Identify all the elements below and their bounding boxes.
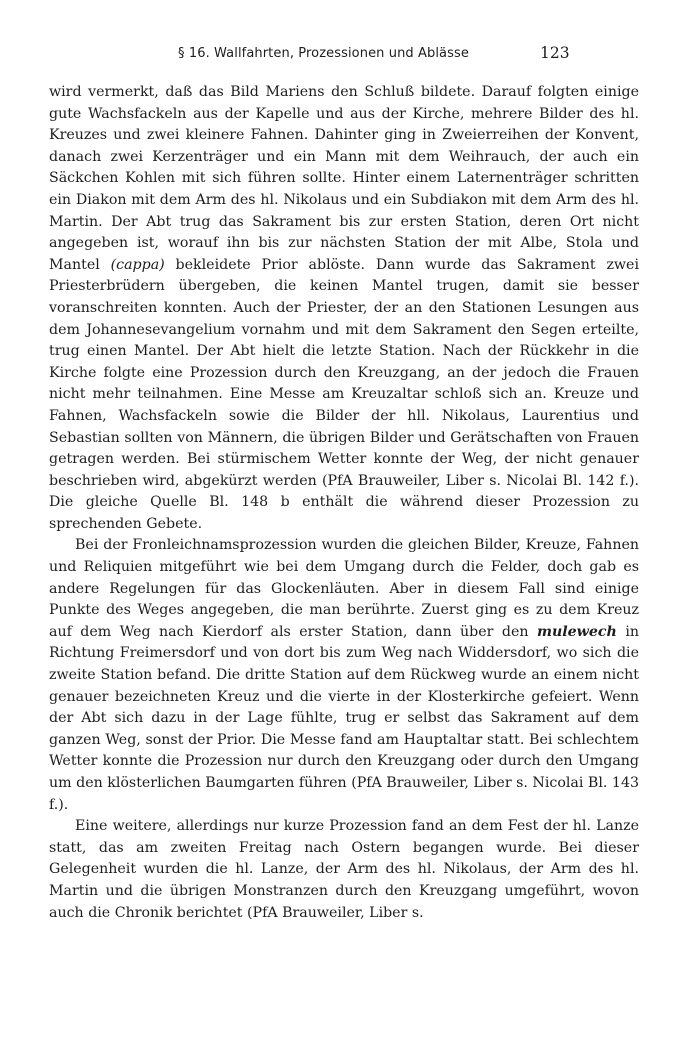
page-number: 123 (540, 44, 570, 62)
italic-term-cappa: (cappa) (110, 256, 165, 273)
text-run: in Richtung Freimersdorf und von dort bis zum Weg nach Widdersdorf, wo sich die zweite Station befand. Die dritte Station auf dem Rückweg wurde an einem nicht genauer bezeichneten Kreuz und die vierte in der Klosterkirche gefeiert. Wenn der Abt sich dazu in der Lage fühlte, trug er selbst das Sakrament auf dem ganzen Weg, sonst der Prior. Die Messe fand am Hauptaltar statt. Bei schlechtem Wetter konnte die Prozession nur durch den Kreuzgang oder durch den Umgang um den klösterlichen Baumgarten führen (PfA Brauweiler, Liber s. Nicolai Bl. 143 f.). (49, 623, 639, 813)
italic-term-mulewech: mulewech (536, 623, 617, 640)
text-run: Eine weitere, allerdings nur kurze Prozession fand an dem Fest der hl. Lanze statt, das am zweiten Freitag nach Ostern begangen wurde. Bei dieser Gelegenheit wurden die hl. Lanze, der Arm des hl. Nikolaus, der Arm des hl. Martin und die übrigen Monstranzen durch den Kreuzgang umgeführt, wovon auch die Chronik berichtet (PfA Brauweiler, Liber s. (49, 818, 639, 921)
text-run: Bei der Fronleichnamsprozession wurden die gleichen Bilder, Kreuze, Fahnen und Reliquien mitgeführt wie bei dem Umgang durch die Felder, doch gab es andere Regelungen für das Glockenläuten. Aber in diesem Fall sind einige Punkte des Weges angegeben, die man berührte. Zuerst ging es zu dem Kreuz auf dem Weg nach Kierdorf als erster Station, dann über den (49, 537, 639, 640)
body-text (49, 82, 639, 924)
paragraph-1 (49, 82, 639, 535)
text-run: bekleidete Prior ablöste. Dann wurde das Sakrament zwei Priesterbrüdern übergeben, die keinen Mantel trugen, damit sie besser voranschreiten konnten. Auch der Priester, der an den Stationen Lesungen aus dem Johannesevangelium vornahm und mit dem Sakrament den Segen erteilte, trug einen Mantel. Der Abt hielt die letzte Station. Nach der Rückkehr in die Kirche folgte eine Prozession durch den Kreuzgang, an der jedoch die Frauen nicht mehr teilnahmen. Eine Messe am Kreuzaltar schloß sich an. Kreuze und Fahnen, Wachsfackeln sowie die Bilder der hll. Nikolaus, Laurentius und Sebastian sollten von Männern, die übrigen Bilder und Gerätschaften von Frauen getragen werden. Bei stürmischem Wetter konnte der Weg, der nicht genauer beschrieben wird, abgekürzt werden (PfA Brauweiler, Liber s. Nicolai Bl. 142 f.). Die gleiche Quelle Bl. 148 b enthält die während dieser Prozession zu sprechenden Gebete. (49, 256, 639, 532)
paragraph-3 (49, 816, 639, 924)
text-run: wird vermerkt, daß das Bild Mariens den Schluß bildete. Darauf folgten einige gute Wachsfackeln aus der Kapelle und aus der Kirche, mehrere Bilder des hl. Kreuzes und zwei kleinere Fahnen. Dahinter ging in Zweierreihen der Konvent, danach zwei Kerzenträger und ein Mann mit dem Weihrauch, der auch ein Säckchen Kohlen mit sich führen sollte. Hinter einem Laternenträger schritten ein Diakon mit dem Arm des hl. Nikolaus und ein Subdiakon mit dem Arm des hl. Martin. Der Abt trug das Sakrament bis zur ersten Station, deren Ort nicht angegeben ist, worauf ihn bis zur nächsten Station der mit Albe, Stola und Mantel (49, 84, 639, 273)
section-title: § 16. Wallfahrten, Prozessionen und Ablässe (178, 46, 469, 61)
paragraph-2 (49, 535, 639, 816)
